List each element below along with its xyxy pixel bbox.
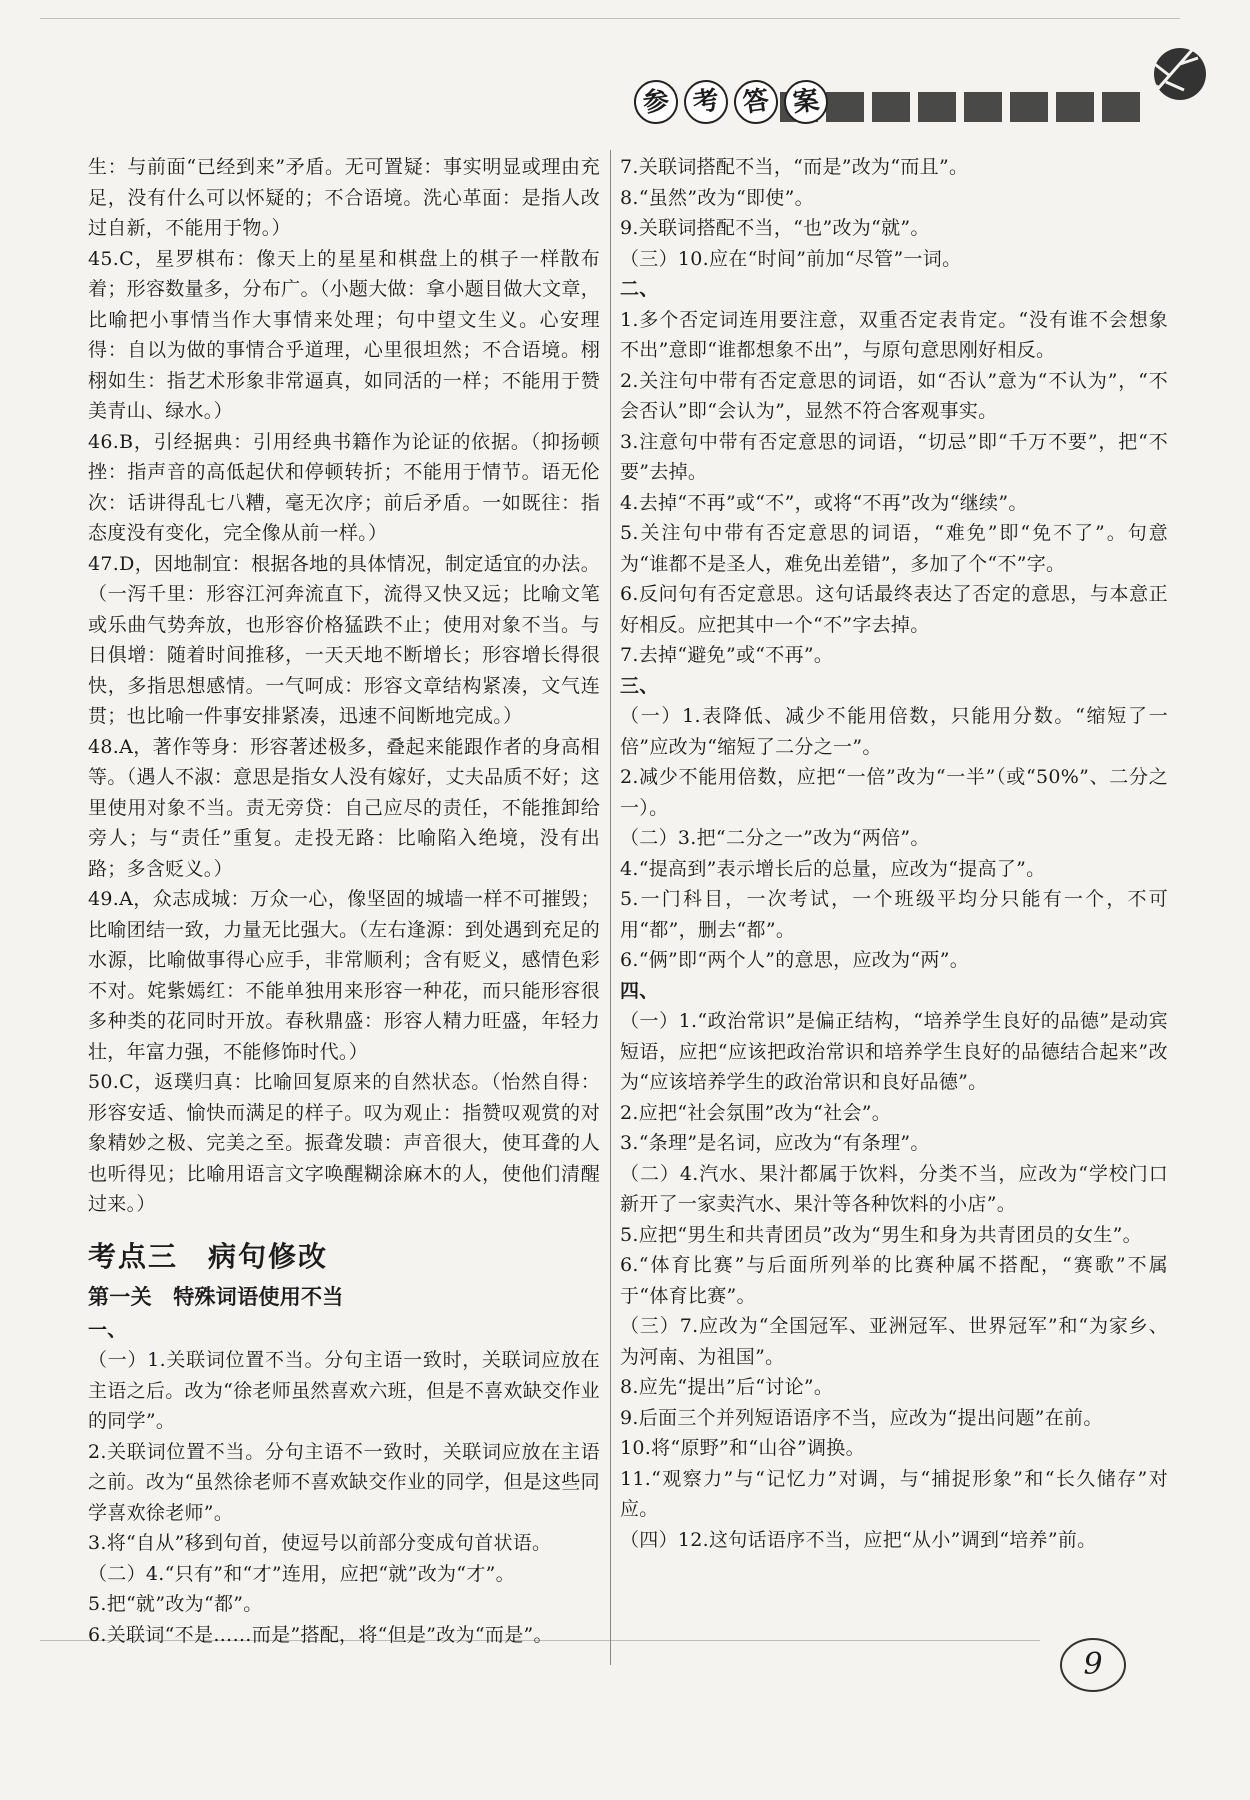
answer-paragraph: 5.把“就”改为“都”。 [88, 1593, 263, 1615]
bamboo-moon-icon [1140, 40, 1210, 110]
answer-paragraph: 6.反问句有否定意思。这句话最终表达了否定的意思，与本意正好相反。应把其中一个“不”字去掉。 [620, 583, 1168, 636]
answer-paragraph: 8.“虽然”改为“即使”。 [620, 186, 814, 209]
answer-paragraph: （一）1.表降低、减少不能用倍数，只能用分数。“缩短了一倍”应改为“缩短了二分之一”。 [620, 705, 1168, 758]
answer-paragraph: 4.“提高到”表示增长后的总量，应改为“提高了”。 [620, 857, 1046, 880]
answer-paragraph: 10.将“原野”和“山谷”调换。 [620, 1437, 865, 1459]
answer-paragraph: 2.应把“社会氛围”改为“社会”。 [620, 1101, 892, 1124]
answer-paragraph: 47.D，因地制宜：根据各地的具体情况，制定适宜的办法。（一泻千里：形容江河奔流直下，流得又快又远；比喻文笔或乐曲气势奔放，也形容价格猛跌不止；使用对象不当。与日俱增：随着时间推移，一天天地不断增长；形容增长得很快，多指思想感情。一气呵成：形容文章结构紧凑，文气连贯；也比喻一件事安排紧凑，迅速不间断地完成。） [88, 552, 600, 727]
top-rule [40, 18, 1180, 19]
header-char: 案 [781, 77, 831, 127]
page-number: 9 [1060, 1638, 1126, 1692]
part-label: 三、 [620, 674, 659, 697]
header-band [620, 78, 1140, 130]
part-label: 四、 [620, 979, 659, 1002]
answer-paragraph: 4.去掉“不再”或“不”，或将“不再”改为“继续”。 [620, 491, 1028, 514]
answer-paragraph: （四）12.这句话语序不当，应把“从小”调到“培养”前。 [620, 1528, 1097, 1551]
header-title [634, 80, 828, 124]
part-label: 二、 [620, 278, 659, 300]
right-column [620, 152, 1168, 1555]
part-label: 一、 [88, 1318, 127, 1341]
answer-paragraph: （一）1.关联词位置不当。分句主语一致时，关联词应放在主语之后。改为“徐老师虽然喜欢六班，但是不喜欢缺交作业的同学”。 [88, 1349, 600, 1432]
answer-paragraph: 7.关联词搭配不当，“而是”改为“而且”。 [620, 156, 969, 178]
left-column [88, 152, 600, 1650]
answer-paragraph: 9.关联词搭配不当，“也”改为“就”。 [620, 217, 930, 239]
answer-paragraph: 49.A，众志成城：万众一心，像坚固的城墙一样不可摧毁；比喻团结一致，力量无比强大。（左右逢源：到处遇到充足的水源，比喻做事得心应手，非常顺利；含有贬义，感情色彩不对。姹紫嫣红：不能单独用来形容一种花，而只能形容很多种类的花同时开放。春秋鼎盛：形容人精力旺盛，年轻力壮，年富力强，不能修饰时代。） [88, 888, 600, 1063]
answer-paragraph: 50.C，返璞归真：比喻回复原来的自然状态。（怡然自得：形容安适、愉快而满足的样子。叹为观止：指赞叹观赏的对象精妙之极、完美之至。振聋发聩：声音很大，使耳聋的人也听得见；比喻用语言文字唤醒糊涂麻木的人，使他们清醒过来。） [88, 1071, 600, 1215]
answer-paragraph: （二）3.把“二分之一”改为“两倍”。 [620, 827, 930, 849]
answer-paragraph: 1.多个否定词连用要注意，双重否定表肯定。“没有谁不会想象不出”意即“谁都想象不出”，与原句意思刚好相反。 [620, 308, 1168, 361]
answer-paragraph: 3.注意句中带有否定意思的词语，“切忌”即“千万不要”，把“不要”去掉。 [620, 430, 1168, 483]
column-divider [610, 150, 611, 1665]
answer-paragraph: 6.“俩”即“两个人”的意思，应改为“两”。 [620, 949, 970, 971]
header-stripes [780, 92, 1140, 122]
answer-paragraph: 3.“条理”是名词，应改为“有条理”。 [620, 1132, 930, 1154]
answer-paragraph: 45.C，星罗棋布：像天上的星星和棋盘上的棋子一样散布着；形容数量多，分布广。（小题大做：拿小题目做大文章，比喻把小事情当作大事情来处理；句中望文生义。心安理得：自以为做的事情合乎道理，心里很坦然；不合语境。栩栩如生：指艺术形象非常逼真，如同活的一样；不能用于赞美青山、绿水。） [88, 247, 600, 422]
answer-paragraph: 5.一门科目，一次考试，一个班级平均分只能有一个，不可用“都”，删去“都”。 [620, 888, 1168, 941]
subsection-title: 第一关 特殊词语使用不当 [88, 1285, 344, 1309]
answer-paragraph: （一）1.“政治常识”是偏正结构，“培养学生良好的品德”是动宾短语，应把“应该把政治常识和培养学生良好的品德结合起来”改为“应该培养学生的政治常识和良好品德”。 [620, 1010, 1168, 1093]
header-char: 参 [631, 77, 681, 127]
answer-paragraph: 48.A，著作等身：形容著述极多，叠起来能跟作者的身高相等。（遇人不淑：意思是指女人没有嫁好，丈夫品质不好；这里使用对象不当。责无旁贷：自己应尽的责任，不能推卸给旁人；与“责任”重复。走投无路：比喻陷入绝境，没有出路；多含贬义。） [88, 735, 600, 880]
answer-paragraph: 6.关联词“不是……而是”搭配，将“但是”改为“而是”。 [88, 1623, 553, 1646]
answer-paragraph: 11.“观察力”与“记忆力”对调，与“捕捉形象”和“长久储存”对应。 [620, 1467, 1168, 1520]
answer-paragraph: 6.“体育比赛”与后面所列举的比赛种属不搭配，“赛歌”不属于“体育比赛”。 [620, 1254, 1168, 1307]
answer-paragraph: 3.将“自从”移到句首，使逗号以前部分变成句首状语。 [88, 1532, 552, 1554]
answer-paragraph: 9.后面三个并列短语语序不当，应改为“提出问题”在前。 [620, 1406, 1103, 1429]
section-title: 考点三 病句修改 [88, 1239, 329, 1273]
answer-paragraph: 生：与前面“已经到来”矛盾。无可置疑：事实明显或理由充足，没有什么可以怀疑的；不合语境。洗心革面：是指人改过自新，不能用于物。） [88, 156, 600, 239]
answer-paragraph: （二）4.汽水、果汁都属于饮料，分类不当，应改为“学校门口新开了一家卖汽水、果汁等各种饮料的小店”。 [620, 1162, 1168, 1215]
answer-paragraph: （三）7.应改为“全国冠军、亚洲冠军、世界冠军”和“为家乡、为河南、为祖国”。 [620, 1315, 1168, 1368]
answer-paragraph: 5.关注句中带有否定意思的词语，“难免”即“免不了”。句意为“谁都不是圣人，难免出差错”，多加了个“不”字。 [620, 522, 1168, 575]
answer-paragraph: 2.减少不能用倍数，应把“一倍”改为“一半”（或“50%”、二分之一）。 [620, 766, 1168, 819]
answer-paragraph: 2.关联词位置不当。分句主语不一致时，关联词应放在主语之前。改为“虽然徐老师不喜欢缺交作业的同学，但是这些同学喜欢徐老师”。 [88, 1440, 600, 1524]
answer-paragraph: 46.B，引经据典：引用经典书籍作为论证的依据。（抑扬顿挫：指声音的高低起伏和停顿转折；不能用于情节。语无伦次：话讲得乱七八糟，毫无次序；前后矛盾。一如既往：指态度没有变化，完全像从前一样。） [88, 430, 600, 544]
answer-paragraph: 2.关注句中带有否定意思的词语，如“否认”意为“不认为”，“不会否认”即“会认为”，显然不符合客观事实。 [620, 369, 1168, 422]
header-char: 考 [681, 77, 731, 127]
answer-paragraph: （二）4.“只有”和“才”连用，应把“就”改为“才”。 [88, 1562, 515, 1585]
answer-paragraph: 8.应先“提出”后“讨论”。 [620, 1376, 834, 1398]
answer-paragraph: 5.应把“男生和共青团员”改为“男生和身为共青团员的女生”。 [620, 1223, 1142, 1246]
header-char: 答 [731, 77, 781, 127]
answer-paragraph: （三）10.应在“时间”前加“尽管”一词。 [620, 247, 962, 270]
answer-paragraph: 7.去掉“避免”或“不再”。 [620, 644, 834, 666]
